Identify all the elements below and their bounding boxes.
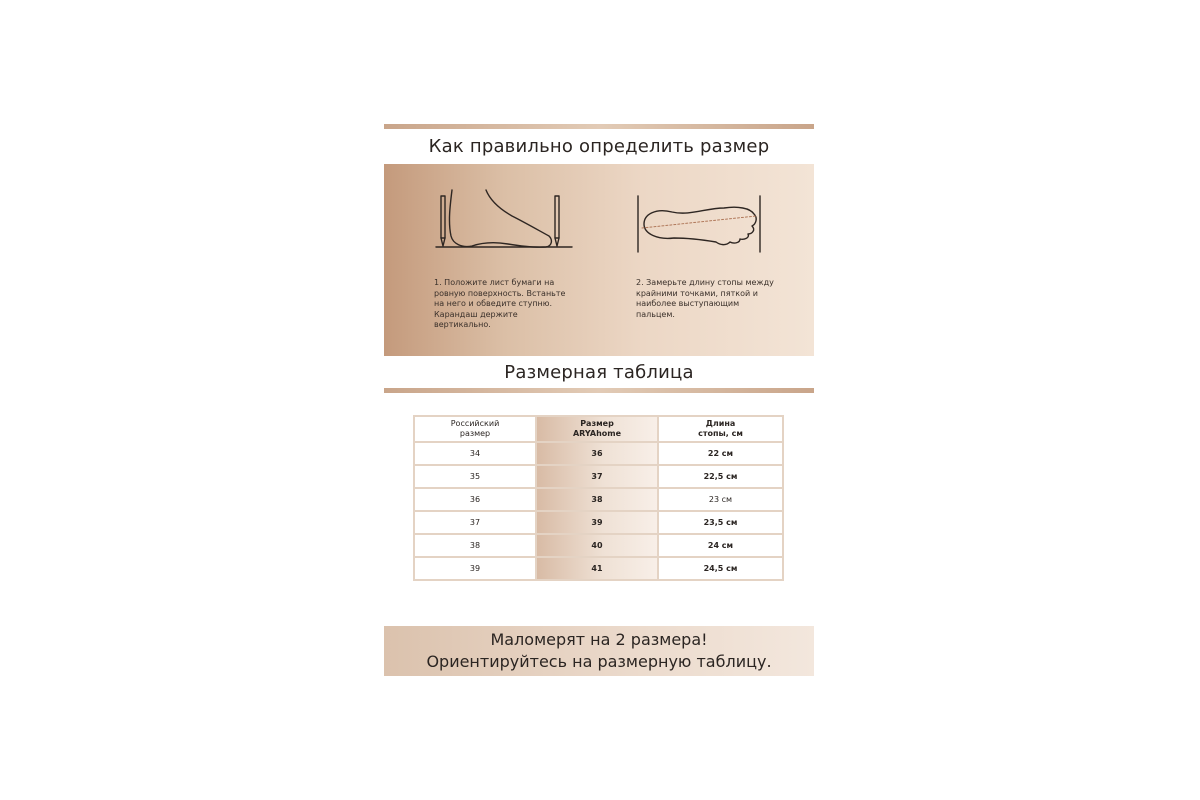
size-table-title: Размерная таблица [504, 362, 694, 383]
table-row [414, 465, 783, 488]
aryahome-size-cell: 39 [536, 511, 658, 534]
header-line: Длина [705, 419, 736, 428]
top-rule [384, 124, 814, 129]
header-russian-size [414, 416, 536, 442]
step-2-text [636, 278, 774, 320]
step-1-line: ровную поверхность. Встаньте [434, 288, 566, 298]
foot-length-cell: 23,5 см [658, 511, 783, 534]
aryahome-size-cell: 41 [536, 557, 658, 580]
header-line: ARYAhome [572, 429, 622, 438]
size-table-header-row [414, 416, 783, 442]
foot-outline-icon [634, 194, 764, 254]
measure-guide-panel [384, 164, 814, 356]
step-2-line: наиболее выступающим [636, 299, 740, 308]
table-row [414, 488, 783, 511]
foot-length-cell: 24 см [658, 534, 783, 557]
table-row [414, 442, 783, 465]
russian-size-cell: 35 [414, 465, 536, 488]
aryahome-size-cell: 37 [536, 465, 658, 488]
step-2-line: крайними точками, пяткой и [636, 288, 758, 298]
foot-side-icon [434, 186, 574, 266]
table-row [414, 511, 783, 534]
step-2-line: 2. Замерьте длину стопы между [636, 278, 774, 287]
russian-size-cell: 36 [414, 488, 536, 511]
size-guide-sheet [384, 124, 814, 676]
russian-size-cell: 39 [414, 557, 536, 580]
aryahome-size-cell: 36 [536, 442, 658, 465]
header-aryahome-size [536, 416, 658, 442]
step-1-line: Карандаш держите [434, 309, 518, 319]
step-1-line: 1. Положите лист бумаги на [434, 278, 555, 287]
foot-length-cell: 22 см [658, 442, 783, 465]
middle-rule [384, 388, 814, 393]
aryahome-size-cell: 40 [536, 534, 658, 557]
russian-size-cell: 34 [414, 442, 536, 465]
header-line: размер [459, 429, 491, 438]
table-row [414, 557, 783, 580]
notice-line-2: Ориентируйтесь на размерную таблицу. [426, 652, 772, 671]
foot-length-cell: 23 см [658, 488, 783, 511]
fit-notice-banner [384, 626, 814, 676]
header-foot-length [658, 416, 783, 442]
table-row [414, 534, 783, 557]
header-line: Российский [450, 419, 500, 428]
step-1-line: на него и обведите ступню. [434, 299, 553, 308]
guide-title: Как правильно определить размер [428, 136, 770, 157]
aryahome-size-cell: 38 [536, 488, 658, 511]
header-line: стопы, см [698, 429, 743, 438]
size-table [413, 415, 784, 581]
step-1-text [434, 278, 565, 331]
foot-length-cell: 22,5 см [658, 465, 783, 488]
russian-size-cell: 37 [414, 511, 536, 534]
step-1-line: вертикально. [434, 320, 491, 329]
notice-line-1: Маломерят на 2 размера! [490, 630, 708, 649]
header-line: Размер [580, 419, 614, 428]
foot-length-cell: 24,5 см [658, 557, 783, 580]
russian-size-cell: 38 [414, 534, 536, 557]
step-2-line: пальцем. [636, 309, 675, 319]
